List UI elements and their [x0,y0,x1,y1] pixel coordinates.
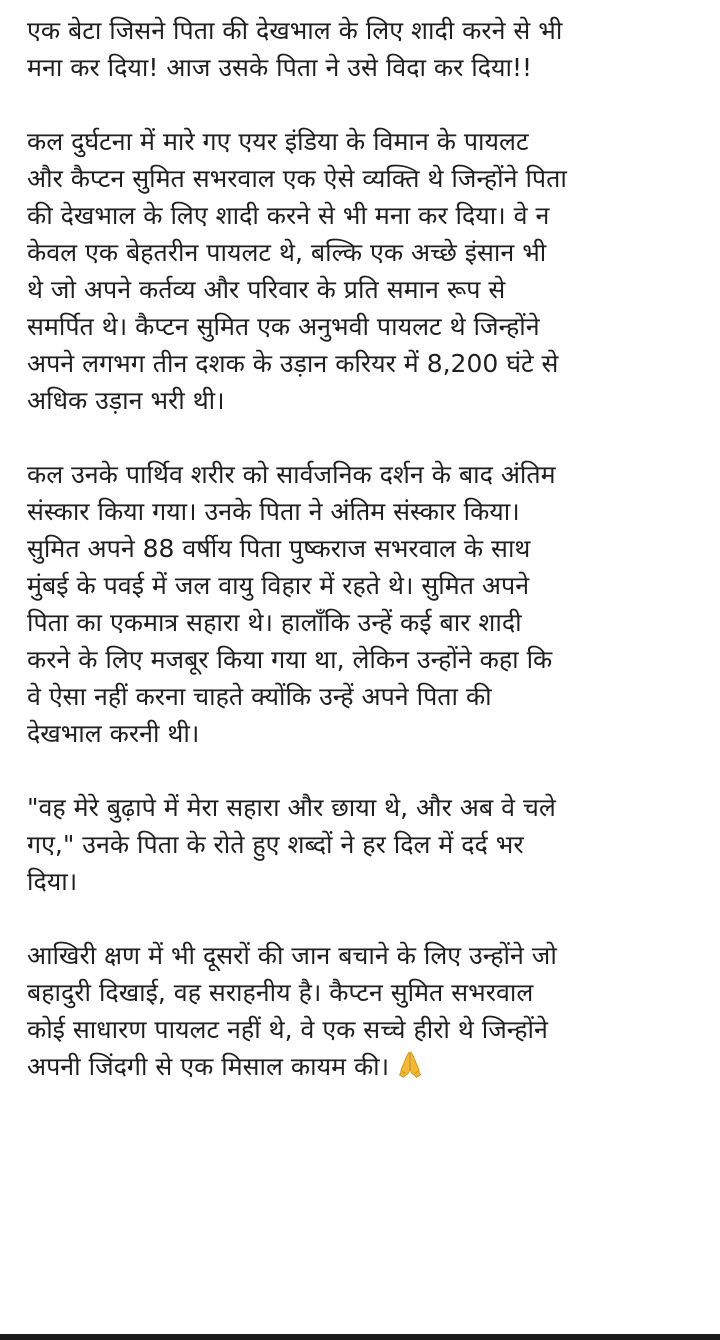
text-line: मुंबई के पवई में जल वायु विहार में रहते थे। सुमित अपने [27,571,530,600]
text-line: देखभाल करनी थी। [27,719,200,748]
paragraph-1 [27,12,697,86]
paragraph-3 [27,456,697,752]
text-line: आखिरी क्षण में भी दूसरों की जान बचाने के लिए उन्होंने जो [27,941,557,970]
text-line: करने के लिए मजबूर किया गया था, लेकिन उन्होंने कहा कि [27,645,553,674]
text-line: केवल एक बेहतरीन पायलट थे, बल्कि एक अच्छे इंसान भी [27,238,547,267]
text-line: अधिक उड़ान भरी थी। [27,386,225,415]
post-body [27,12,697,1088]
text-line: समर्पित थे। कैप्टन सुमित एक अनुभवी पायलट थे जिन्होंने [27,312,540,341]
text-line: कोई साधारण पायलट नहीं थे, वे एक सच्चे हीरो थे जिन्होंने [27,1015,548,1044]
text-line: वे ऐसा नहीं करना चाहते क्योंकि उन्हें अपने पिता की [27,682,492,711]
text-line: मना कर दिया! आज उसके पिता ने उसे विदा कर दिया!! [27,53,533,82]
text-line: अपने लगभग तीन दशक के उड़ान करियर में 8,200 घंटे से [27,349,559,378]
text-line: गए," उनके पिता के रोते हुए शब्दों ने हर दिल में दर्द भर [27,830,524,859]
last-text-line [27,1048,697,1088]
folded-hands-icon [397,1050,423,1088]
text-line: कल दुर्घटना में मारे गए एयर इंडिया के विमान के पायलट [27,127,529,156]
text-line: की देखभाल के लिए शादी करने से भी मना कर दिया। वे न [27,201,550,230]
paragraph-4-quote [27,789,697,900]
paragraph-5 [27,937,697,1088]
text-line: कल उनके पार्थिव शरीर को सार्वजनिक दर्शन के बाद अंतिम [27,460,556,489]
text-line: बहादुरी दिखाई, वह सराहनीय है। कैप्टन सुमित सभरवाल [27,978,534,1007]
text-line: और कैप्टन सुमित सभरवाल एक ऐसे व्यक्ति थे जिन्होंने पिता [27,164,567,193]
paragraph-2 [27,123,697,419]
text-line: पिता का एकमात्र सहारा थे। हालाँकि उन्हें कई बार शादी [27,608,522,637]
text-line-content: अपनी जिंदगी से एक मिसाल कायम की। [27,1052,390,1081]
bottom-border [0,1334,720,1340]
text-line: सुमित अपने 88 वर्षीय पिता पुष्कराज सभरवाल के साथ [27,534,531,563]
text-line: एक बेटा जिसने पिता की देखभाल के लिए शादी करने से भी [27,16,563,45]
text-line: थे जो अपने कर्तव्य और परिवार के प्रति समान रूप से [27,275,506,304]
text-line: दिया। [27,867,78,896]
text-line: संस्कार किया गया। उनके पिता ने अंतिम संस्कार किया। [27,497,520,526]
text-line: "वह मेरे बुढ़ापे में मेरा सहारा और छाया थे, और अब वे चले [27,793,556,822]
